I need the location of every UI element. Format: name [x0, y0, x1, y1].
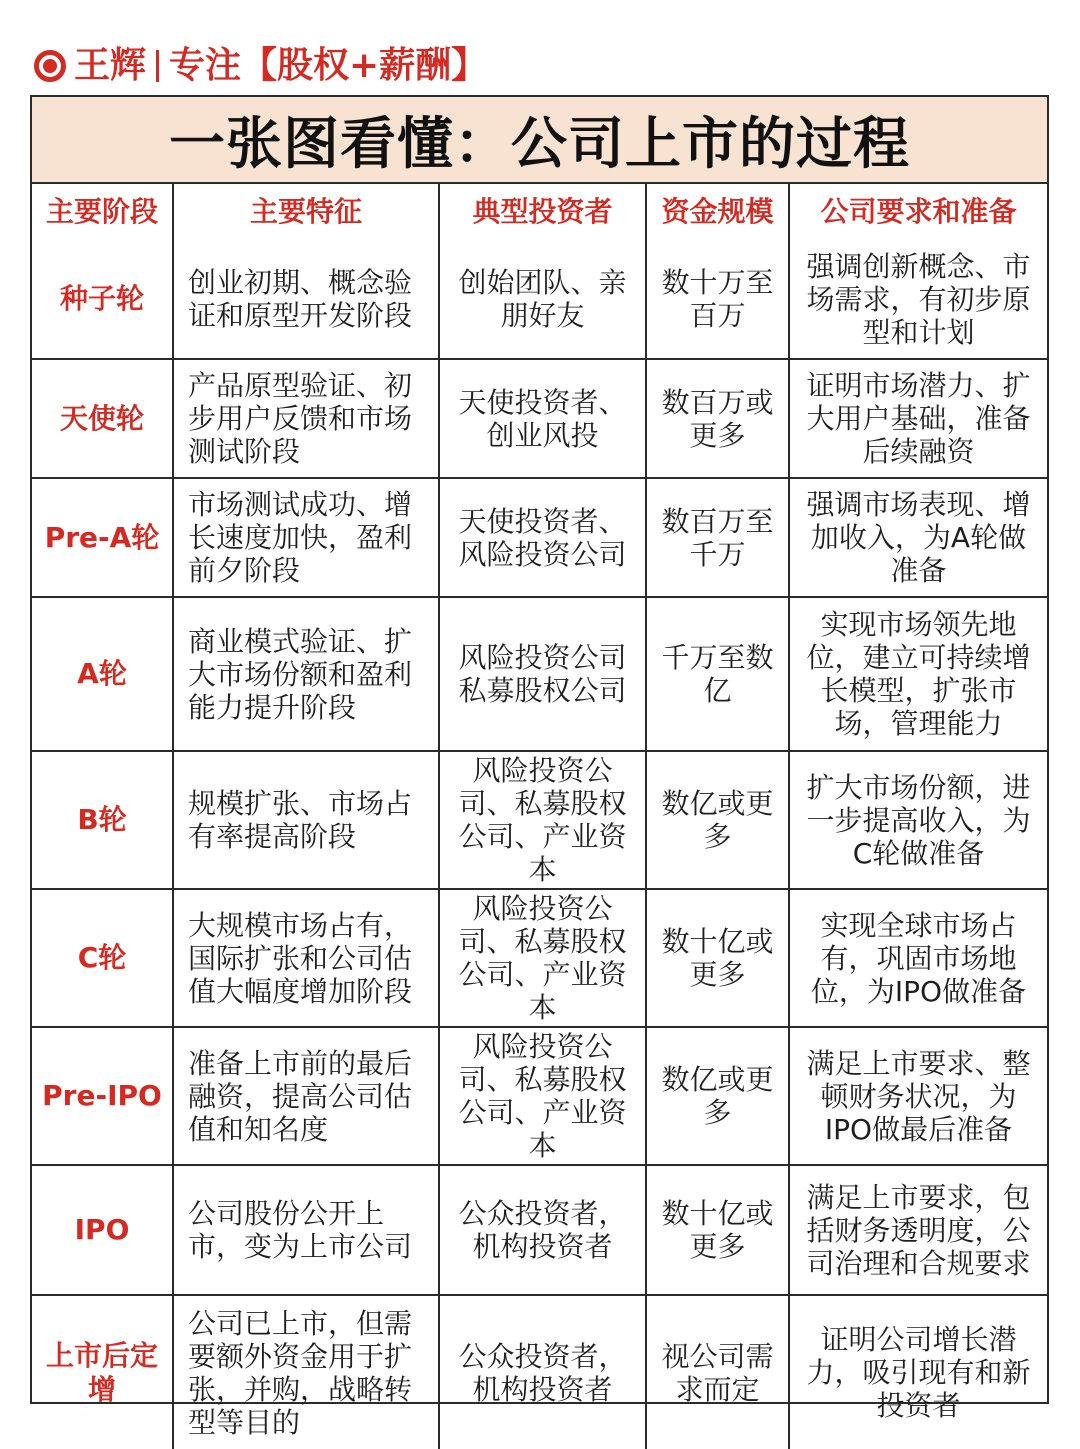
table-row: [32, 478, 1047, 597]
feature-cell: 大规模市场占有，国际扩张和公司估值大幅度增加阶段: [173, 889, 439, 1027]
investors-cell: 风险投资公司私募股权公司: [439, 597, 646, 751]
stage-cell: C轮: [32, 889, 173, 1027]
feature-cell: 规模扩张、市场占有率提高阶段: [173, 751, 439, 889]
requirements-cell: 满足上市要求，包括财务透明度，公司治理和合规要求: [789, 1165, 1047, 1295]
col-header-stage: 主要阶段: [32, 182, 173, 240]
table-row: [32, 1295, 1047, 1449]
stage-cell: IPO: [32, 1165, 173, 1295]
page-title: 一张图看懂：公司上市的过程: [32, 97, 1047, 184]
funding-cell: 数亿或更多: [646, 1027, 789, 1165]
brand-name: 王辉: [74, 45, 147, 86]
requirements-cell: 扩大市场份额，进一步提高收入，为C轮做准备: [789, 751, 1047, 889]
stage-cell: 种子轮: [32, 240, 173, 359]
col-header-funding: 资金规模: [646, 182, 789, 240]
requirements-cell: 实现市场领先地位，建立可持续增长模型，扩张市场，管理能力: [789, 597, 1047, 751]
stage-cell: B轮: [32, 751, 173, 889]
feature-cell: 商业模式验证、扩大市场份额和盈利能力提升阶段: [173, 597, 439, 751]
brand-tagline: 专注【股权+薪酬】: [169, 45, 488, 86]
feature-cell: 准备上市前的最后融资，提高公司估值和知名度: [173, 1027, 439, 1165]
funding-cell: 数十亿或更多: [646, 1165, 789, 1295]
stage-cell: A轮: [32, 597, 173, 751]
table-row: [32, 1165, 1047, 1295]
investors-cell: 公众投资者，机构投资者: [439, 1295, 646, 1449]
funding-cell: 数十万至百万: [646, 240, 789, 359]
investors-cell: 风险投资公司、私募股权公司、产业资本: [439, 1027, 646, 1165]
requirements-cell: 强调创新概念、市场需求，有初步原型和计划: [789, 240, 1047, 359]
table-row: [32, 597, 1047, 751]
requirements-cell: 强调市场表现、增加收入，为A轮做准备: [789, 478, 1047, 597]
brand-divider: [156, 50, 159, 82]
investors-cell: 公众投资者，机构投资者: [439, 1165, 646, 1295]
investors-cell: 天使投资者、风险投资公司: [439, 478, 646, 597]
requirements-cell: 证明市场潜力、扩大用户基础，准备后续融资: [789, 359, 1047, 478]
investors-cell: 风险投资公司、私募股权公司、产业资本: [439, 751, 646, 889]
requirements-cell: 证明公司增长潜力，吸引现有和新投资者: [789, 1295, 1047, 1449]
feature-cell: 创业初期、概念验证和原型开发阶段: [173, 240, 439, 359]
stage-cell: 天使轮: [32, 359, 173, 478]
process-table-card: [30, 95, 1049, 1439]
feature-cell: 产品原型验证、初步用户反馈和市场测试阶段: [173, 359, 439, 478]
investors-cell: 天使投资者、创业风投: [439, 359, 646, 478]
stage-cell: Pre-IPO: [32, 1027, 173, 1165]
col-header-features: 主要特征: [173, 182, 439, 240]
feature-cell: 公司股份公开上市，变为上市公司: [173, 1165, 439, 1295]
table-row: [32, 889, 1047, 1027]
target-icon: [34, 50, 66, 82]
investors-cell: 创始团队、亲朋好友: [439, 240, 646, 359]
funding-cell: 千万至数亿: [646, 597, 789, 751]
funding-cell: 数十亿或更多: [646, 889, 789, 1027]
table-row: [32, 240, 1047, 359]
table-row: [32, 359, 1047, 478]
col-header-investors: 典型投资者: [439, 182, 646, 240]
requirements-cell: 实现全球市场占有，巩固市场地位，为IPO做准备: [789, 889, 1047, 1027]
table-row: [32, 1027, 1047, 1165]
feature-cell: 公司已上市，但需要额外资金用于扩张，并购，战略转型等目的: [173, 1295, 439, 1449]
feature-cell: 市场测试成功、增长速度加快，盈利前夕阶段: [173, 478, 439, 597]
investors-cell: 风险投资公司、私募股权公司、产业资本: [439, 889, 646, 1027]
col-header-requirements: 公司要求和准备: [789, 182, 1047, 240]
funding-cell: 数百万或更多: [646, 359, 789, 478]
table-row: [32, 751, 1047, 889]
stage-cell: Pre-A轮: [32, 478, 173, 597]
funding-cell: 数百万至千万: [646, 478, 789, 597]
ipo-process-table: [32, 182, 1047, 1449]
stage-cell: 上市后定增: [32, 1295, 173, 1449]
brand-header: [34, 40, 487, 92]
table-header-row: [32, 182, 1047, 240]
requirements-cell: 满足上市要求、整顿财务状况，为IPO做最后准备: [789, 1027, 1047, 1165]
funding-cell: 数亿或更多: [646, 751, 789, 889]
funding-cell: 视公司需求而定: [646, 1295, 789, 1449]
